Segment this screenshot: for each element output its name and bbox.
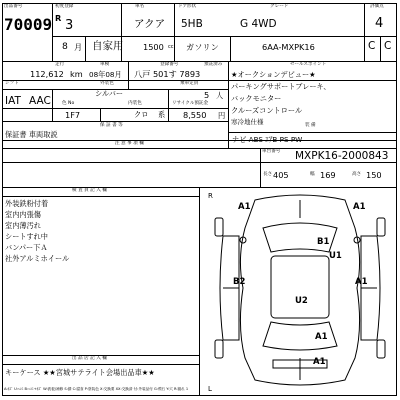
car-diagram [205, 188, 395, 393]
fuel-type: ガソリン [186, 42, 219, 52]
displacement: 1500 [143, 42, 164, 52]
grade-label: グレード [270, 4, 289, 9]
damage-mark: A1 [238, 202, 251, 212]
plate-number: 八戸 501す 7893 [134, 69, 201, 79]
mileage-value: 112,612 [30, 69, 64, 79]
sales-point-item: バックモニター [231, 94, 282, 103]
sales-points-label: セールスポイント [290, 62, 327, 67]
damage-mark: A1 [313, 357, 326, 367]
damage-mark: U2 [295, 296, 308, 306]
interior-color-label: 内装色 [128, 101, 142, 106]
ac-type: AAC [29, 95, 51, 107]
reiwa-mark: R [55, 13, 62, 23]
sales-point-item: パーキングサポートブレーキ、 [231, 82, 331, 91]
width-value: 169 [320, 170, 336, 180]
damage-mark: B1 [317, 237, 330, 247]
plate-label: 登録番号 [160, 62, 179, 67]
documents-label: 保 証 書 等 [100, 123, 123, 128]
damage-mark: A1 [353, 202, 366, 212]
inspector-note: 社外アルミホイール [5, 254, 70, 263]
inspection-label: 車検 [100, 62, 110, 67]
car-name: アクア [134, 18, 166, 30]
first-reg-label: 初度登録 [55, 4, 74, 9]
color-label: 外装色 [100, 81, 114, 86]
shift-label: シフト [5, 81, 19, 86]
lot-label: 出品番号 [4, 4, 23, 9]
damage-mark: U1 [329, 251, 342, 261]
score-label: 評価点 [370, 4, 384, 9]
usage: 自家用 [92, 40, 124, 52]
dealer-label: 出 品 店 記 入 欄 [72, 356, 107, 361]
car-name-label: 車名 [135, 4, 145, 9]
damage-mark: A1 [315, 332, 328, 342]
inspector-note: 室内薄汚れ [5, 221, 41, 230]
grade: G 4WD [240, 18, 277, 30]
seats-label: 乗車定員 [180, 81, 199, 86]
recycle-fee-label: リサイクル預託金 [172, 101, 209, 106]
notes-label: 注 意 事 項 欄 [115, 141, 144, 146]
sales-point-item: クルーズコントロール [231, 106, 303, 115]
inspector-note: シートすれ中 [5, 232, 48, 241]
inspector-note: バンパー下Ａ [5, 243, 48, 252]
yen-unit: 円 [218, 111, 226, 120]
inspector-note: 室内内張傷 [5, 210, 41, 219]
corner-mark-l: L [208, 385, 212, 393]
exterior-grade: C [384, 40, 392, 52]
color-no-label: 色 No [62, 101, 75, 106]
length-value: 405 [273, 170, 289, 180]
documents-value: 保証書 車両取説 [5, 130, 58, 139]
color-no-value: 1F7 [65, 110, 81, 120]
length-label: 長さ [263, 172, 273, 177]
cc-unit: cc [168, 44, 174, 50]
mileage-unit: km [70, 69, 83, 79]
reg-year: 3 [65, 18, 74, 33]
lot-number: 70009 [4, 15, 53, 34]
sales-point-item: ★オークションデビュー★ [231, 70, 316, 79]
transmission-type: IAT [5, 95, 21, 107]
damage-legend: A:ｷｽﾞ U:ﾍｺﾐ B:ﾍｺﾐ+ｷｽﾞ W:波板/補修 S:錆 C:腐食 P:塗装色 X:交換要 XX:交換済 付:外装品付 G:飛石 Y:穴 R:割れ 1 [4, 387, 189, 391]
inspector-note: 外装鉄粉付着 [5, 199, 49, 208]
width-label: 幅 [310, 172, 315, 177]
recycle-status-label: 預託済み [204, 62, 223, 67]
interior-color-unit: 系 [158, 110, 166, 119]
month-unit: 月 [74, 42, 83, 52]
inspection-date: 08年08月 [89, 70, 122, 79]
dealer-note: キーケース ★★宮城サテライト会場出品車★★ [5, 368, 155, 377]
interior-grade: C [368, 40, 376, 52]
recycle-fee: 8,550 [183, 110, 207, 120]
seats-value: 5 [204, 90, 210, 100]
inspector-label: 検 査 員 記 入 欄 [72, 188, 107, 193]
equipment-value: ナビ ABS ｴｱB PS PW [232, 135, 303, 144]
equipment-label: 装 備 [305, 123, 316, 128]
interior-color: クロ [134, 110, 149, 119]
height-value: 150 [366, 170, 382, 180]
mileage-label: 走行 [55, 62, 65, 67]
frame-number: MXPK16-2000843 [295, 150, 389, 162]
damage-mark: A1 [355, 277, 368, 287]
door-type: 5HB [181, 18, 203, 30]
exterior-color: シルバー [95, 89, 124, 98]
model-code: 6AA-MXPK16 [262, 42, 315, 52]
reg-month: 8 [62, 41, 68, 52]
door-label: ドア形状 [178, 4, 197, 9]
seats-unit: 人 [216, 91, 224, 100]
height-label: 高さ [352, 172, 362, 177]
sales-point-item: 寒冷地仕様 [231, 118, 264, 126]
frame-label: 車台番号 [262, 149, 281, 154]
damage-mark: B2 [233, 277, 246, 287]
corner-mark-r: R [208, 192, 213, 200]
score-value: 4 [375, 16, 384, 31]
